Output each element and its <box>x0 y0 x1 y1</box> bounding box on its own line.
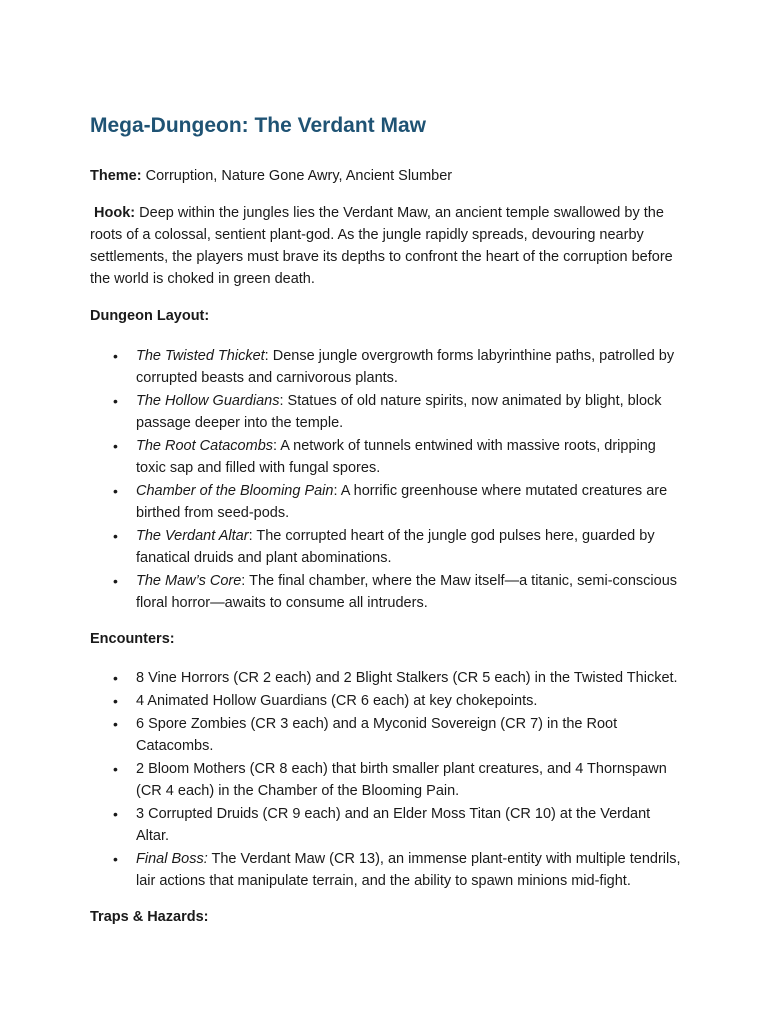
list-item <box>90 345 682 389</box>
area-description: : The final chamber, where the Maw itself—a titanic, semi-conscious floral horror—awaits to consume all intruders. <box>136 573 678 611</box>
bullet-icon: • <box>113 438 118 454</box>
hook-label: Hook: <box>94 205 136 221</box>
bullet-icon: • <box>113 393 118 409</box>
final-boss-label: Final Boss: <box>136 851 208 867</box>
list-item <box>90 713 682 757</box>
encounter-text: 3 Corrupted Druids (CR 9 each) and an Elder Moss Titan (CR 10) at the Verdant Altar. <box>136 806 651 844</box>
encounter-text: 2 Bloom Mothers (CR 8 each) that birth smaller plant creatures, and 4 Thornspawn (CR 4 each) in the Chamber of the Blooming Pain. <box>136 761 667 799</box>
encounter-text: 6 Spore Zombies (CR 3 each) and a Myconid Sovereign (CR 7) in the Root Catacombs. <box>136 716 618 754</box>
document-page <box>90 110 682 928</box>
theme-text: Corruption, Nature Gone Awry, Ancient Slumber <box>141 168 453 184</box>
list-item <box>90 690 682 712</box>
list-item <box>90 848 682 892</box>
bullet-icon: • <box>113 348 118 364</box>
encounter-text: 4 Animated Hollow Guardians (CR 6 each) at key chokepoints. <box>136 693 538 709</box>
encounter-text: 8 Vine Horrors (CR 2 each) and 2 Blight Stalkers (CR 5 each) in the Twisted Thicket. <box>136 670 678 686</box>
list-item <box>90 525 682 569</box>
area-description: : A horrific greenhouse where mutated creatures are birthed from seed-pods. <box>136 483 668 521</box>
hook-text: Deep within the jungles lies the Verdant Maw, an ancient temple swallowed by the roots of a colossal, sentient plant-god. As the jungle rapidly spreads, devouring nearby settlements, the players must brave its depths to confront the heart of the corruption before the world is choked in green death. <box>90 205 673 287</box>
list-item <box>90 570 682 614</box>
bullet-icon: • <box>113 806 118 822</box>
bullet-icon: • <box>113 483 118 499</box>
bullet-icon: • <box>113 693 118 709</box>
dungeon-layout-heading: Dungeon Layout: <box>90 308 210 324</box>
traps-hazards-heading: Traps & Hazards: <box>90 909 209 925</box>
list-item <box>90 390 682 434</box>
area-name: The Verdant Altar <box>136 528 249 544</box>
list-item <box>90 480 682 524</box>
area-name: The Root Catacombs <box>136 438 274 454</box>
list-item <box>90 803 682 847</box>
area-description: : The corrupted heart of the jungle god pulses here, guarded by fanatical druids and plant abominations. <box>136 528 655 566</box>
encounter-text: The Verdant Maw (CR 13), an immense plant-entity with multiple tendrils, lair actions that manipulate terrain, and the ability to spawn minions mid-fight. <box>136 851 681 889</box>
bullet-icon: • <box>113 670 118 686</box>
list-item <box>90 435 682 479</box>
document-title: Mega-Dungeon: The Verdant Maw <box>90 114 427 137</box>
bullet-icon: • <box>113 573 118 589</box>
area-description: : A network of tunnels entwined with massive roots, dripping toxic sap and filled with fungal spores. <box>136 438 656 476</box>
bullet-icon: • <box>113 716 118 732</box>
bullet-icon: • <box>113 528 118 544</box>
area-description: : Statues of old nature spirits, now animated by blight, block passage deeper into the temple. <box>136 393 662 431</box>
area-description: : Dense jungle overgrowth forms labyrinthine paths, patrolled by corrupted beasts and carnivorous plants. <box>136 348 675 386</box>
area-name: The Hollow Guardians <box>136 393 280 409</box>
hook-paragraph <box>90 202 682 290</box>
area-name: The Maw’s Core <box>136 573 242 589</box>
list-item <box>90 667 682 689</box>
area-name: Chamber of the Blooming Pain <box>136 483 334 499</box>
encounters-list <box>90 667 682 892</box>
bullet-icon: • <box>113 851 118 867</box>
theme-paragraph <box>90 165 682 187</box>
dungeon-layout-list <box>90 345 682 614</box>
area-name: The Twisted Thicket <box>136 348 265 364</box>
bullet-icon: • <box>113 761 118 777</box>
list-item <box>90 758 682 802</box>
theme-label: Theme: <box>90 168 142 184</box>
encounters-heading: Encounters: <box>90 631 175 647</box>
